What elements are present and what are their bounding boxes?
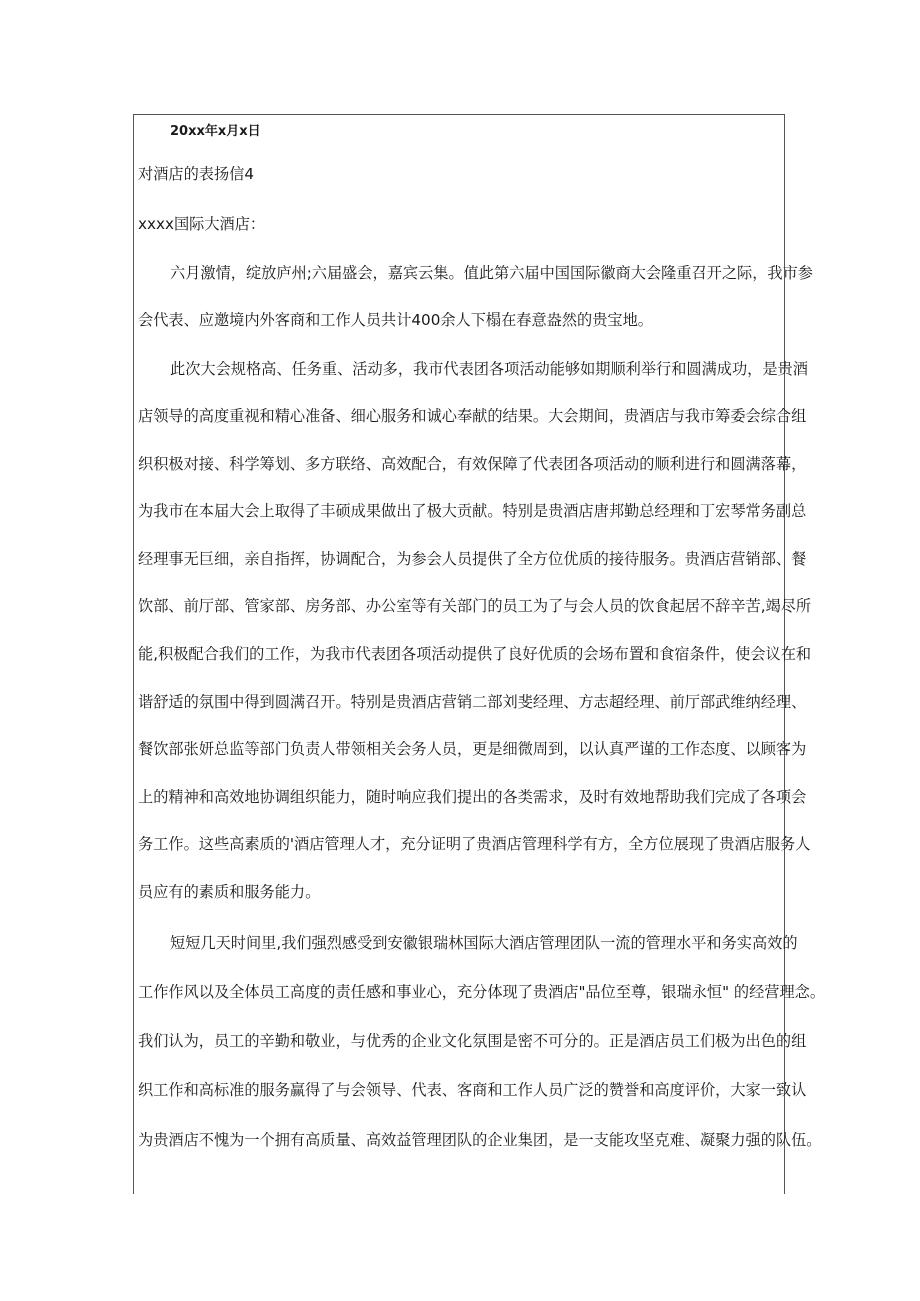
paragraph-line: 能,积极配合我们的工作，为我市代表团各项活动提供了良好优质的会场布置和食宿条件，使会议在和 [138, 645, 812, 663]
paragraph-line: 店领导的高度重视和精心准备、细心服务和诚心奉献的结果。大会期间，贵酒店与我市筹委会综合组 [138, 407, 807, 425]
paragraph-line: 谐舒适的氛围中得到圆满召开。特别是贵酒店营销二部刘斐经理、方志超经理、前厅部武维纳经理、 [138, 693, 807, 711]
paragraph-line: 餐饮部张妍总监等部门负责人带领相关会务人员，更是细微周到，以认真严谨的工作态度、以顾客为 [138, 740, 807, 758]
paragraph-line: 织工作和高标准的服务赢得了与会领导、代表、客商和工作人员广泛的赞誉和高度评价，大家一致认 [138, 1081, 807, 1099]
letter-title: 对酒店的表扬信4 [138, 165, 254, 183]
paragraph-line: 饮部、前厅部、管家部、房务部、办公室等有关部门的员工为了与会人员的饮食起居不辞辛苦,竭尽所 [138, 597, 812, 615]
paragraph-line: 员应有的素质和服务能力。 [138, 883, 321, 901]
letter-salutation: xxxx国际大酒店： [138, 215, 266, 233]
paragraph-line: 为贵酒店不愧为一个拥有高质量、高效益管理团队的企业集团，是一支能攻坚克难、凝聚力强的队伍。 [138, 1131, 822, 1149]
paragraph-line: 六月激情，绽放庐州;六届盛会，嘉宾云集。值此第六届中国国际徽商大会隆重召开之际，我市参 [170, 264, 813, 282]
paragraph-line: 我们认为，员工的辛勤和敬业，与优秀的企业文化氛围是密不可分的。正是酒店员工们极为出色的组 [138, 1032, 807, 1050]
paragraph-line: 短短几天时间里,我们强烈感受到安徽银瑞林国际大酒店管理团队一流的管理水平和务实高效的 [170, 934, 798, 952]
letter-date: 20xx年x月x日 [170, 124, 261, 139]
paragraph-line: 经理事无巨细，亲自指挥，协调配合，为参会人员提供了全方位优质的接待服务。贵酒店营销部、餐 [138, 550, 807, 568]
paragraph-line: 上的精神和高效地协调组织能力，随时响应我们提出的各类需求，及时有效地帮助我们完成了各项会 [138, 788, 807, 806]
paragraph-line: 此次大会规格高、任务重、活动多，我市代表团各项活动能够如期顺利举行和圆满成功，是贵酒 [170, 360, 808, 378]
paragraph-line: 织积极对接、科学筹划、多方联络、高效配合，有效保障了代表团各项活动的顺利进行和圆满落幕， [138, 455, 807, 473]
paragraph-line: 务工作。这些高素质的'酒店管理人才，充分证明了贵酒店管理科学有方，全方位展现了贵酒店服务人 [138, 835, 811, 853]
paragraph-line: 工作作风以及全体员工高度的责任感和事业心，充分体现了贵酒店"品位至尊，银瑞永恒" 的经营理念。 [138, 983, 826, 1001]
paragraph-line: 为我市在本届大会上取得了丰硕成果做出了极大贡献。特别是贵酒店唐邦勤总经理和丁宏琴常务副总 [138, 502, 807, 520]
paragraph-line: 会代表、应邀境内外客商和工作人员共计400余人下榻在春意盎然的贵宝地。 [138, 311, 653, 329]
